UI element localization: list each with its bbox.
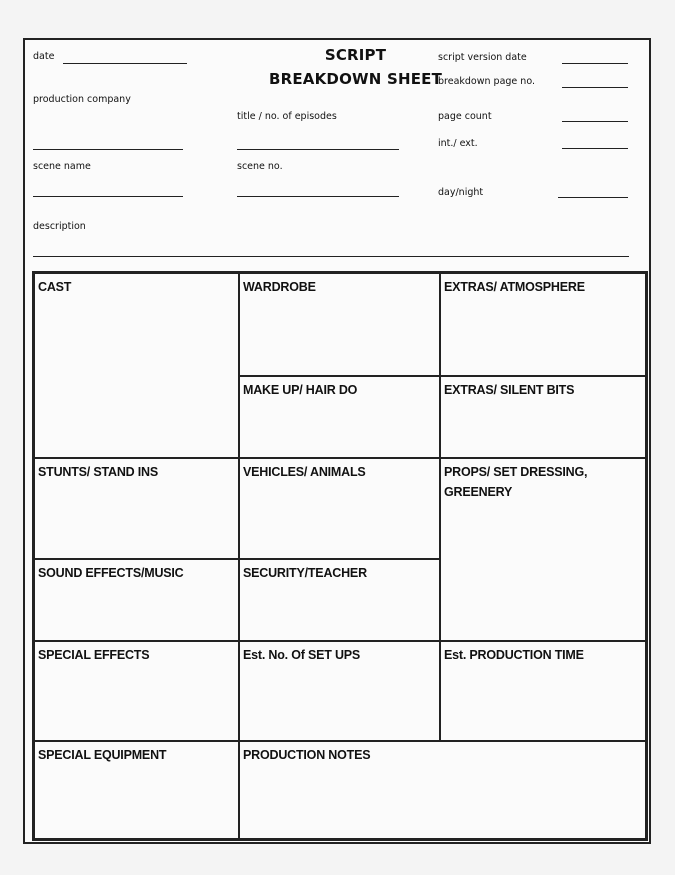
- production-notes-label: PRODUCTION NOTES: [243, 748, 371, 762]
- makeup-hair-label: MAKE UP/ HAIR DO: [243, 383, 358, 397]
- date-label: date: [33, 51, 55, 62]
- scene-no-field[interactable]: [237, 196, 399, 197]
- date-field[interactable]: [63, 63, 187, 64]
- day-night-field[interactable]: [558, 197, 628, 198]
- set-ups-label: Est. No. Of SET UPS: [243, 648, 361, 662]
- day-night-label: day/night: [438, 187, 484, 198]
- vehicles-cell[interactable]: [239, 458, 440, 559]
- description-field[interactable]: [33, 256, 629, 257]
- description-label: description: [33, 221, 86, 232]
- props-cell[interactable]: [440, 458, 646, 641]
- breakdown-page-no-label: breakdown page no.: [438, 76, 535, 87]
- int-ext-field[interactable]: [562, 148, 628, 149]
- extras-atmosphere-label: EXTRAS/ ATMOSPHERE: [444, 280, 585, 294]
- page-count-field[interactable]: [562, 121, 628, 122]
- security-cell[interactable]: [239, 559, 440, 641]
- breakdown-page-no-field[interactable]: [562, 87, 628, 88]
- special-equipment-label: SPECIAL EQUIPMENT: [38, 748, 167, 762]
- production-time-cell[interactable]: [440, 641, 646, 741]
- script-version-date-field[interactable]: [562, 63, 628, 64]
- vehicles-label: VEHICLES/ ANIMALS: [243, 465, 366, 479]
- cast-cell[interactable]: [34, 273, 239, 458]
- production-notes-cell[interactable]: [239, 741, 646, 839]
- set-ups-cell[interactable]: [239, 641, 440, 741]
- breakdown-sheet: [23, 38, 651, 844]
- special-effects-label: SPECIAL EFFECTS: [38, 648, 150, 662]
- security-label: SECURITY/TEACHER: [243, 566, 367, 580]
- sound-cell[interactable]: [34, 559, 239, 641]
- production-company-field[interactable]: [33, 149, 183, 150]
- extras-silent-label: EXTRAS/ SILENT BITS: [444, 383, 575, 397]
- title-episodes-field[interactable]: [237, 149, 399, 150]
- wardrobe-cell[interactable]: [239, 273, 440, 376]
- sound-label: SOUND EFFECTS/MUSIC: [38, 566, 184, 580]
- script-version-date-label: script version date: [438, 52, 527, 63]
- scene-no-label: scene no.: [237, 161, 283, 172]
- special-equipment-cell[interactable]: [34, 741, 239, 839]
- production-time-label: Est. PRODUCTION TIME: [444, 648, 584, 662]
- extras-silent-cell[interactable]: [440, 376, 646, 458]
- extras-atmosphere-cell[interactable]: [440, 273, 646, 376]
- scene-name-label: scene name: [33, 161, 91, 172]
- title-line-2: BREAKDOWN SHEET: [268, 70, 443, 88]
- title-line-1: SCRIPT: [324, 46, 387, 64]
- cast-label: CAST: [38, 280, 72, 294]
- wardrobe-label: WARDROBE: [243, 280, 316, 294]
- production-company-label: production company: [33, 94, 131, 105]
- special-effects-cell[interactable]: [34, 641, 239, 741]
- makeup-hair-cell[interactable]: [239, 376, 440, 458]
- scene-name-field[interactable]: [33, 196, 183, 197]
- int-ext-label: int./ ext.: [438, 138, 478, 149]
- props-label: PROPS/ SET DRESSING, GREENERY: [444, 465, 588, 499]
- breakdown-grid: [32, 271, 648, 841]
- title-episodes-label: title / no. of episodes: [237, 111, 337, 122]
- stunts-label: STUNTS/ STAND INS: [38, 465, 158, 479]
- page-count-label: page count: [438, 111, 492, 122]
- stunts-cell[interactable]: [34, 458, 239, 559]
